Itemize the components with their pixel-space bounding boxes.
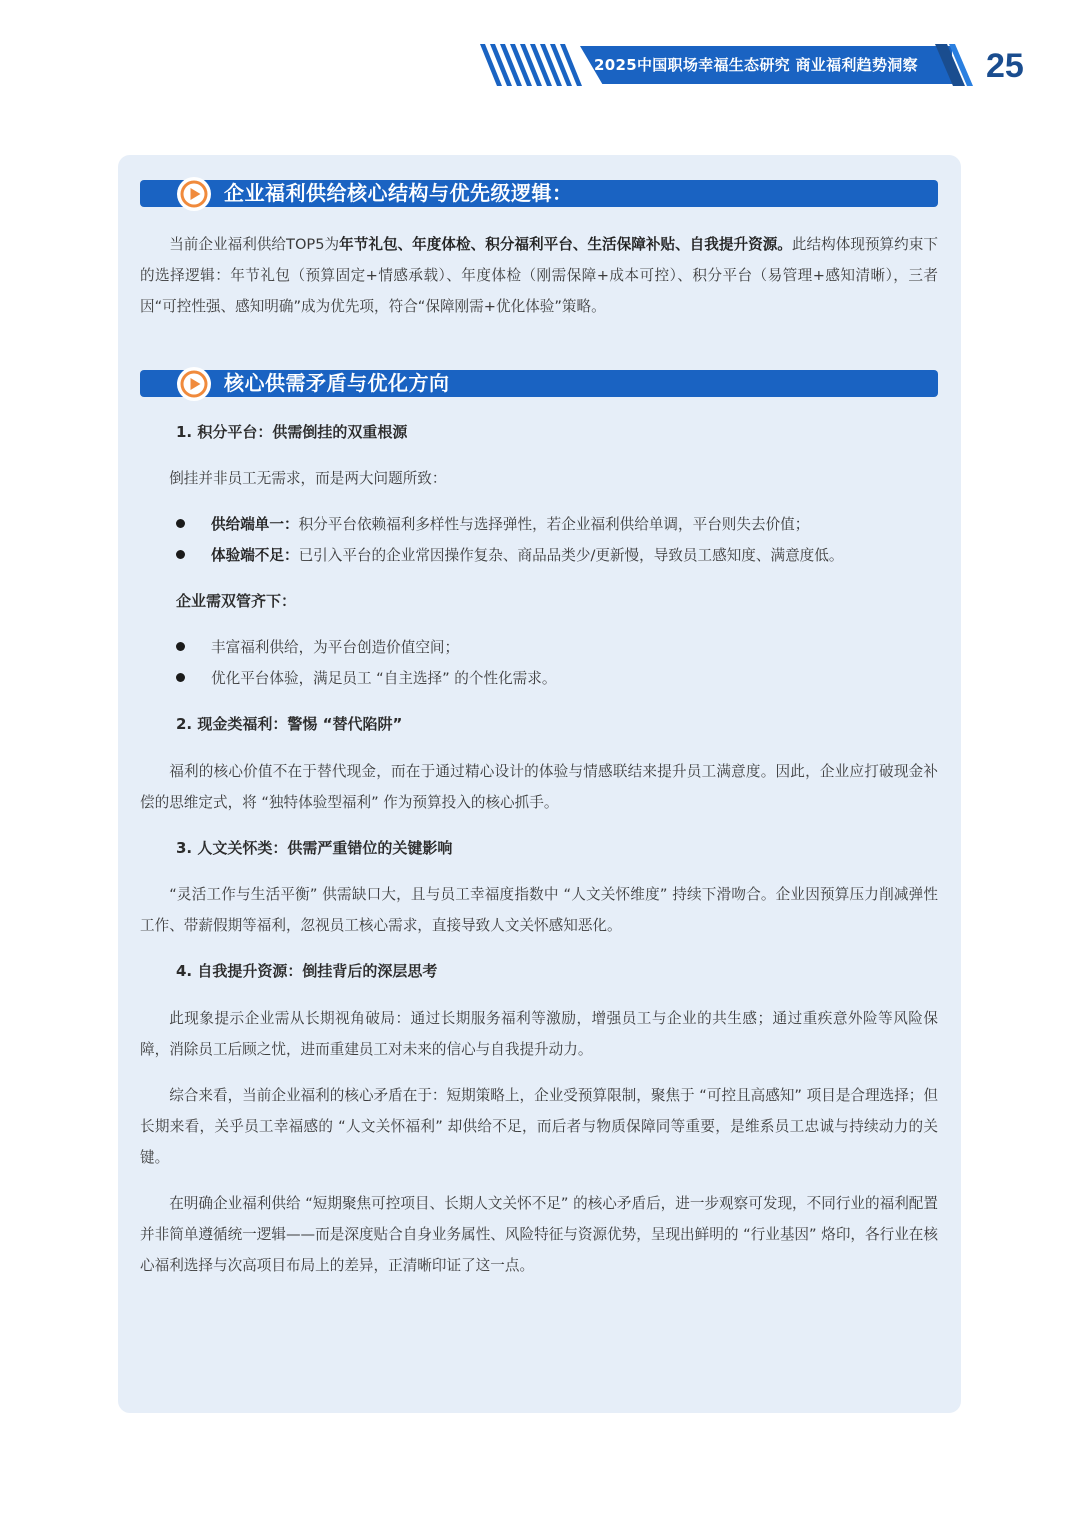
- section-title: 企业福利供给核心结构与优先级逻辑：: [224, 181, 573, 205]
- summary-paragraph: 综合来看，当前企业福利的核心矛盾在于：短期策略上，企业受预算限制，聚焦于 “可控且高感知” 项目是合理选择；但长期来看，关乎员工幸福感的 “人文关怀福利” 却供给不足，而后者与物质保障同等重要，是维系员工忠诚与持续动力的关键。: [140, 1087, 938, 1166]
- paragraph: 福利的核心价值不在于替代现金，而在于通过精心设计的体验与情感联结来提升员工满意度。因此，企业应打破现金补偿的思维定式，将 “独特体验型福利” 作为预算投入的核心抓手。: [140, 763, 938, 811]
- list-item-text: 已引入平台的企业常因操作复杂、商品品类少/更新慢，导致员工感知度、满意度低。: [298, 547, 844, 564]
- stripes-decoration-icon: [480, 44, 590, 88]
- play-circle-icon: [176, 176, 212, 212]
- content-card: [118, 155, 961, 1413]
- list-item-label: 体验端不足：: [211, 547, 299, 564]
- page-number: 25: [986, 47, 1024, 85]
- report-title: 2025中国职场幸福生态研究 商业福利趋势洞察: [594, 56, 918, 74]
- list-item: [176, 632, 936, 663]
- paragraph: 此现象提示企业需从长期视角破局：通过长期服务福利等激励，增强员工与企业的共生感；通过重疾意外险等风险保障，消除员工后顾之忧，进而重建员工对未来的信心与自我提升动力。: [140, 1010, 938, 1058]
- para-text: 当前企业福利供给TOP5为: [169, 236, 340, 253]
- para-bold-text: 年节礼包、年度体检、积分福利平台、生活保障补贴、自我提升资源。: [339, 236, 792, 253]
- bullet-icon: [176, 550, 185, 559]
- list-item-text: 优化平台体验，满足员工 “自主选择” 的个性化需求。: [211, 670, 557, 687]
- section-header: [140, 370, 938, 397]
- list-item-text: 积分平台依赖福利多样性与选择弹性，若企业福利供给单调，平台则失去价值；: [298, 516, 810, 533]
- paragraph: “灵活工作与生活平衡” 供需缺口大，且与员工幸福度指数中 “人文关怀维度” 持续下滑吻合。企业因预算压力削减弹性工作、带薪假期等福利，忽视员工核心需求，直接导致人文关怀感知恶化。: [140, 886, 938, 934]
- subsection-heading: 1. 积分平台：供需倒挂的双重根源: [176, 423, 408, 441]
- summary-paragraph: 在明确企业福利供给 “短期聚焦可控项目、长期人文关怀不足” 的核心矛盾后，进一步观察可发现，不同行业的福利配置并非简单遵循统一逻辑——而是深度贴合自身业务属性、风险特征与资源优势，呈现出鲜明的 “行业基因” 烙印，各行业在核心福利选择与次高项目布局上的差异，正清晰印证了这一点。: [140, 1195, 938, 1274]
- page-header: [480, 44, 1040, 88]
- subsection-subheading: 企业需双管齐下：: [176, 592, 297, 610]
- subsection-heading: 2. 现金类福利：警惕 “替代陷阱”: [176, 715, 403, 733]
- section-header: [140, 180, 938, 207]
- subsection-heading: 4. 自我提升资源：倒挂背后的深层思考: [176, 962, 438, 980]
- list-item-label: 供给端单一：: [211, 516, 299, 533]
- list-item: [176, 509, 936, 540]
- bullet-icon: [176, 642, 185, 651]
- intro-paragraph: [140, 229, 938, 322]
- section-title: 核心供需矛盾与优化方向: [224, 371, 450, 395]
- paragraph: 倒挂并非员工无需求，而是两大问题所致：: [169, 470, 447, 487]
- list-item: [176, 663, 936, 694]
- slash-decoration-icon: [935, 44, 981, 88]
- para-text: 此结构体现预算约束下的选择逻辑：年节礼包（预算固定+情感承载）、年度体检（刚需保障+成本可控）、积分平台（易管理+感知清晰），三者因“可控性强、感知明确”成为优先项，符合“保障刚需+优化体验”策略。: [140, 236, 938, 315]
- bullet-icon: [176, 673, 185, 682]
- subsection-heading: 3. 人文关怀类：供需严重错位的关键影响: [176, 839, 453, 857]
- list-item: [176, 540, 936, 571]
- list-item-text: 丰富福利供给，为平台创造价值空间；: [211, 639, 460, 656]
- play-circle-icon: [176, 366, 212, 402]
- bullet-icon: [176, 519, 185, 528]
